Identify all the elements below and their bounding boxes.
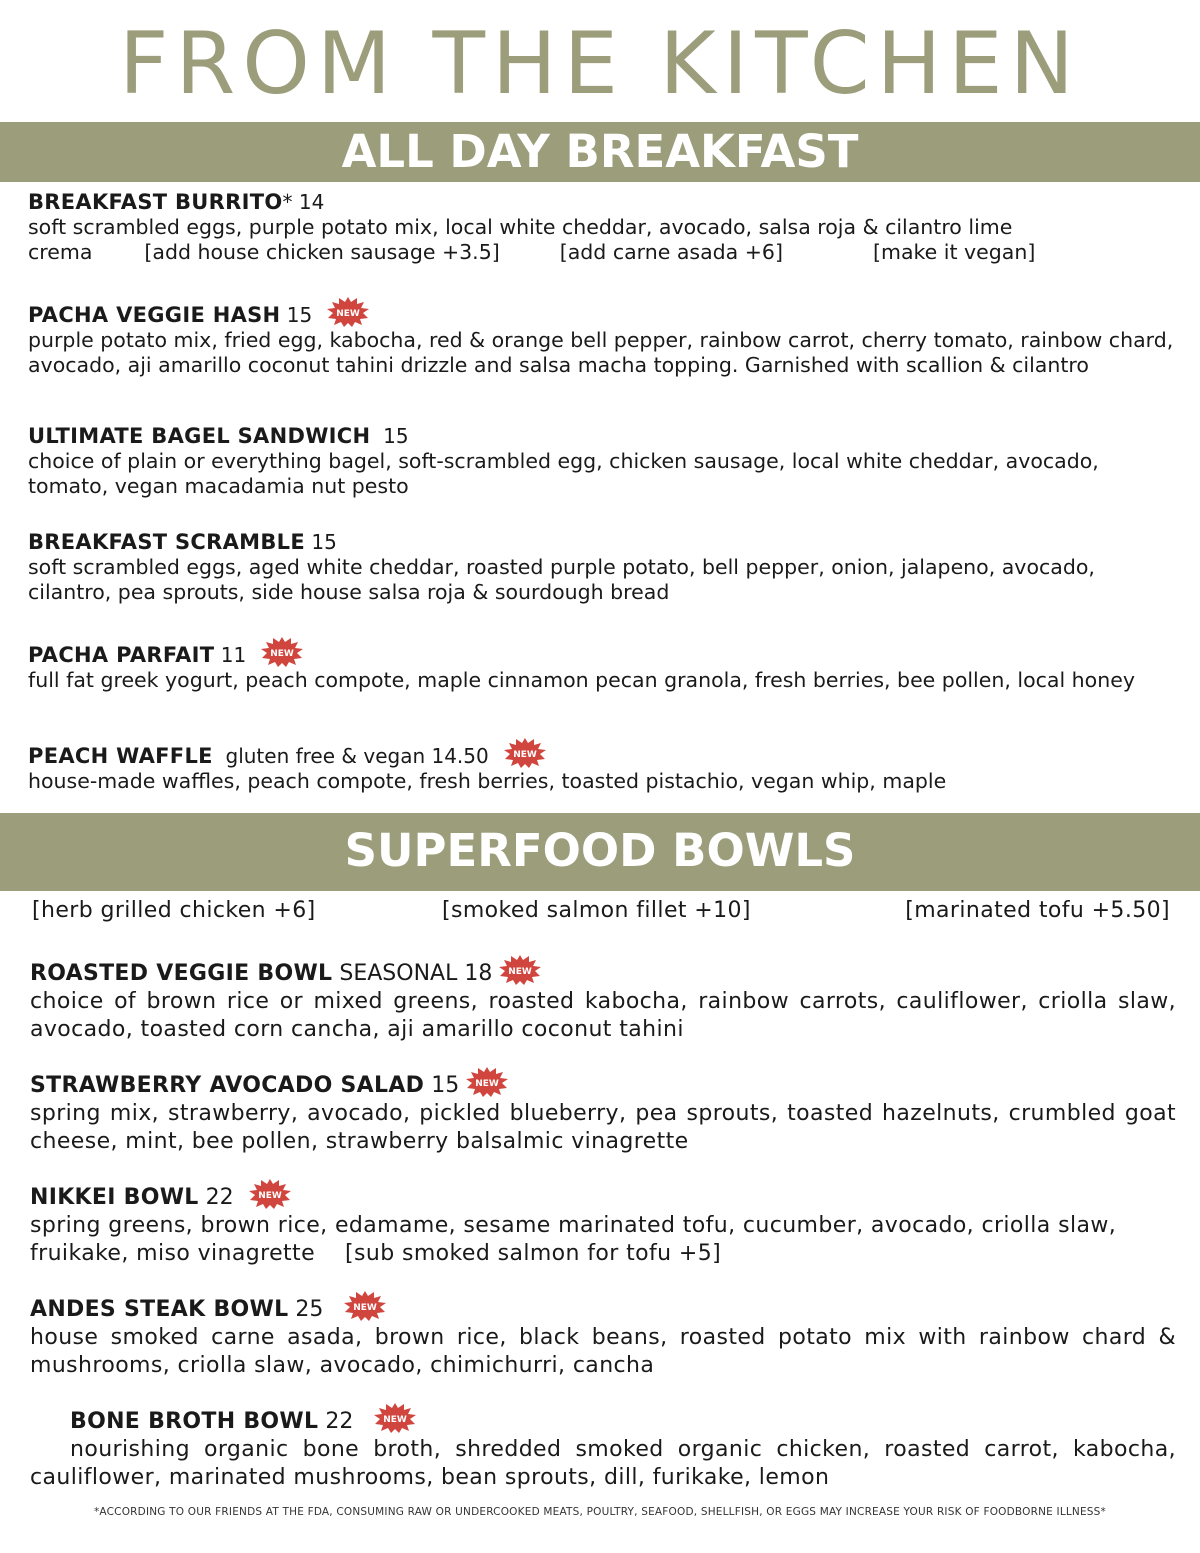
item-description: [30, 1212, 1176, 1268]
item-price: 15: [383, 424, 409, 448]
item-name: STRAWBERRY AVOCADO SALAD: [30, 1073, 425, 1098]
menu-item-andes-steak-bowl: [30, 1290, 1176, 1380]
item-price: SEASONAL 18: [339, 961, 493, 986]
new-badge-icon: [465, 1066, 509, 1098]
item-price: 25: [295, 1297, 324, 1322]
menu-item-bone-broth-bowl: [30, 1402, 1176, 1492]
menu-item-peach-waffle: [28, 737, 1178, 794]
menu-item-nikkei-bowl: [30, 1178, 1176, 1268]
item-price: 15: [286, 303, 313, 327]
menu-item-bagel-sandwich: [28, 424, 1178, 499]
menu-item-breakfast-burrito: [28, 190, 1178, 265]
item-description: spring mix, strawberry, avocado, pickled blueberry, pea sprouts, toasted hazelnuts, crumbled goat cheese, mint, bee pollen, strawberry balsalmic vinagrette: [30, 1101, 1176, 1154]
new-badge-icon: [343, 1290, 387, 1322]
addon-smoked-salmon: [smoked salmon fillet +10]: [442, 898, 751, 923]
new-badge-label: NEW: [270, 649, 295, 659]
section-header-breakfast: ALL DAY BREAKFAST: [0, 122, 1200, 182]
item-price: 15: [431, 1073, 460, 1098]
addon-sub-salmon: [sub smoked salmon for tofu +5]: [345, 1241, 722, 1266]
item-note: gluten free & vegan 14.50: [225, 744, 489, 768]
addon-make-vegan: [make it vegan]: [872, 240, 1036, 264]
item-description: choice of brown rice or mixed greens, roasted kabocha, rainbow carrots, cauliflower, criolla slaw, avocado, toasted corn cancha, aji amarillo coconut tahini: [30, 989, 1176, 1042]
item-description: [28, 215, 1178, 265]
item-name: ULTIMATE BAGEL SANDWICH: [28, 424, 371, 448]
addon-marinated-tofu: [marinated tofu +5.50]: [905, 898, 1170, 923]
item-price: 15: [311, 530, 337, 554]
new-badge-icon: [498, 954, 542, 986]
section-header-bowls: SUPERFOOD BOWLS: [0, 813, 1200, 891]
new-badge-label: NEW: [353, 1303, 378, 1313]
item-description: nourishing organic bone broth, shredded smoked organic chicken, roasted carrot, kabocha, cauliflower, marinated mushrooms, bean sprouts, dill, furikake, lemon: [30, 1437, 1176, 1490]
new-badge-label: NEW: [475, 1079, 500, 1089]
menu-item-roasted-veggie-bowl: [30, 954, 1176, 1044]
fda-disclaimer: *ACCORDING TO OUR FRIENDS AT THE FDA, CONSUMING RAW OR UNDERCOOKED MEATS, POULTRY, SEAFOOD, SHELLFISH, OR EGGS MAY INCREASE YOUR RISK OF FOODBORNE ILLNESS*: [93, 1506, 1106, 1518]
item-name: NIKKEI BOWL: [30, 1185, 199, 1210]
item-name: ANDES STEAK BOWL: [30, 1297, 289, 1322]
item-name: PACHA PARFAIT: [28, 643, 215, 667]
new-badge-label: NEW: [257, 1191, 282, 1201]
menu-item-pacha-parfait: [28, 636, 1178, 693]
item-description: soft scrambled eggs, aged white cheddar, roasted purple potato, bell pepper, onion, jalapeno, avocado, cilantro, pea sprouts, side house salsa roja & sourdough bread: [28, 555, 1095, 604]
item-name: ROASTED VEGGIE BOWL: [30, 961, 333, 986]
addon-chicken-sausage: [add house chicken sausage +3.5]: [144, 240, 500, 264]
page-title: FROM THE KITCHEN: [119, 14, 1081, 114]
new-badge-label: NEW: [383, 1415, 408, 1425]
new-badge-icon: [260, 636, 304, 668]
item-description: purple potato mix, fried egg, kabocha, red & orange bell pepper, rainbow carrot, cherry tomato, rainbow chard, avocado, aji amarillo coconut tahini drizzle and salsa macha topping. Garnished with scallion & cilantro: [28, 328, 1174, 377]
menu-item-breakfast-scramble: [28, 530, 1178, 605]
menu-item-veggie-hash: [28, 296, 1178, 378]
bowl-addons: [30, 898, 1170, 930]
item-description: full fat greek yogurt, peach compote, maple cinnamon pecan granola, fresh berries, bee pollen, local honey: [28, 668, 1135, 692]
addon-carne-asada: [add carne asada +6]: [559, 240, 783, 264]
new-badge-label: NEW: [512, 750, 537, 760]
item-description-text: spring greens, brown rice, edamame, sesame marinated tofu, cucumber, avocado, criolla slaw, fruikake, miso vinagrette: [30, 1213, 1117, 1266]
item-name: PACHA VEGGIE HASH: [28, 303, 281, 327]
item-price: 14: [298, 190, 325, 214]
item-price: 22: [325, 1409, 354, 1434]
new-badge-icon: [248, 1178, 292, 1210]
item-name: BONE BROTH BOWL: [70, 1409, 319, 1434]
new-badge-icon: [503, 737, 547, 769]
new-badge-label: NEW: [508, 967, 533, 977]
new-badge-icon: [326, 296, 370, 328]
item-name: BREAKFAST SCRAMBLE: [28, 530, 305, 554]
new-badge-icon: [373, 1402, 417, 1434]
item-name: PEACH WAFFLE: [28, 744, 213, 768]
item-name: BREAKFAST BURRITO: [28, 190, 283, 214]
item-marker: *: [282, 190, 293, 214]
menu-item-strawberry-salad: [30, 1066, 1176, 1156]
item-description: house smoked carne asada, brown rice, black beans, roasted potato mix with rainbow chard & mushrooms, criolla slaw, avocado, chimichurri, cancha: [30, 1325, 1176, 1378]
item-description: house-made waffles, peach compote, fresh berries, toasted pistachio, vegan whip, maple: [28, 769, 947, 793]
new-badge-label: NEW: [336, 309, 361, 319]
item-description-text: soft scrambled eggs, purple potato mix, local white cheddar, avocado, salsa roja & cilantro lime crema: [28, 215, 1013, 264]
item-description: choice of plain or everything bagel, soft-scrambled egg, chicken sausage, local white cheddar, avocado, tomato, vegan macadamia nut pesto: [28, 449, 1099, 498]
addon-herb-chicken: [herb grilled chicken +6]: [32, 898, 316, 923]
item-price: 11: [220, 643, 247, 667]
item-price: 22: [205, 1185, 234, 1210]
